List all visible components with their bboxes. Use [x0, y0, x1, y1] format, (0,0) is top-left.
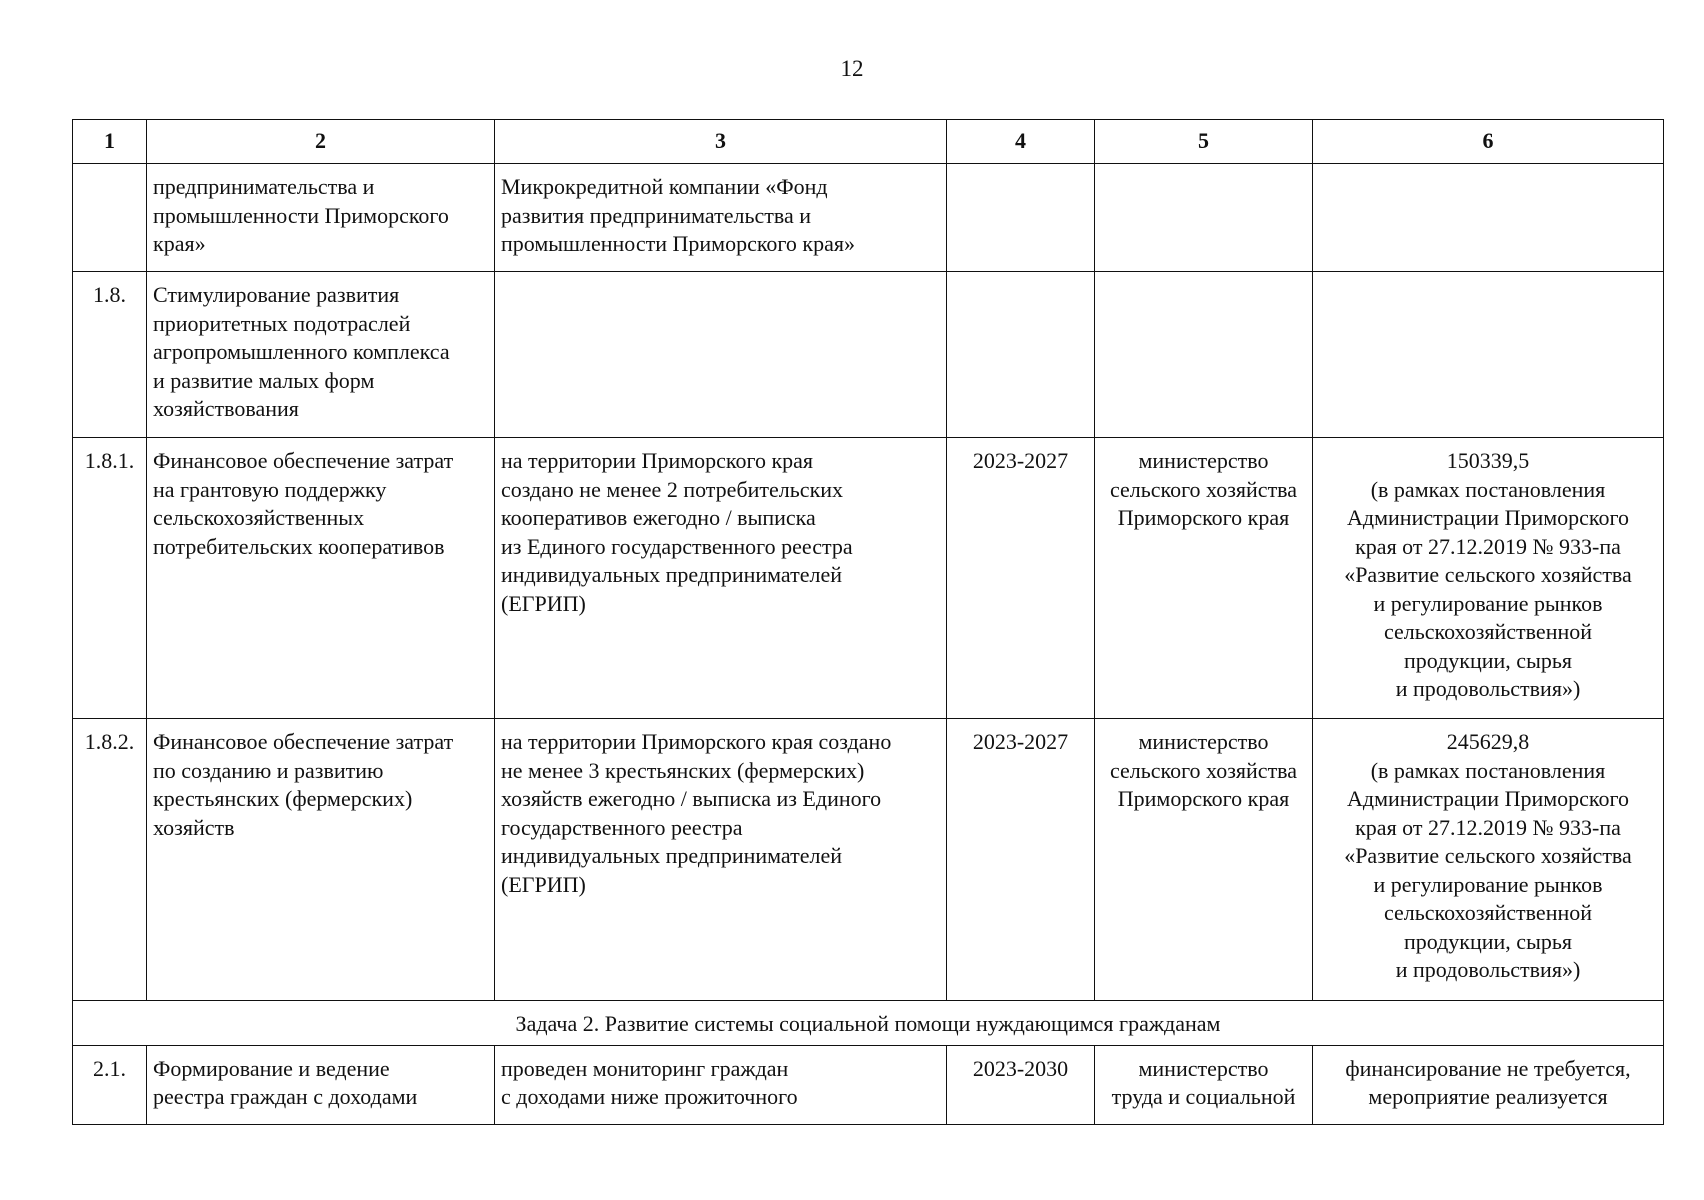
cell-expected-result: на территории Приморского края создано не менее 2 потребительских кооперативов ежегодно / выписка из Единого государственного реестра индивидуальных предпринимателей (ЕГРИП)	[495, 438, 947, 719]
cell-funding: 150339,5 (в рамках постановления Администрации Приморского края от 27.12.2019 № 933-па «Развитие сельского хозяйства и регулирование рынков сельскохозяйственной продукции, сырья и продовольствия»)	[1313, 438, 1664, 719]
table-header-row	[73, 120, 1664, 164]
cell-funding: финансирование не требуется, мероприятие реализуется	[1313, 1045, 1664, 1124]
cell-period: 2023-2027	[947, 438, 1095, 719]
table-row	[73, 1045, 1664, 1124]
column-header-3: 3	[495, 120, 947, 164]
table-row	[73, 719, 1664, 1001]
cell-expected-result: на территории Приморского края создано не менее 3 крестьянских (фермерских) хозяйств ежегодно / выписка из Единого государственного реестра индивидуальных предпринимателей (ЕГРИП)	[495, 719, 947, 1001]
page-number: 12	[840, 56, 864, 81]
activities-table	[72, 119, 1664, 1125]
task-row	[73, 1001, 1664, 1046]
column-header-6: 6	[1313, 120, 1664, 164]
cell-number: 1.8.1.	[73, 438, 147, 719]
cell-activity-name: Финансовое обеспечение затрат на грантовую поддержку сельскохозяйственных потребительских кооперативов	[147, 438, 495, 719]
table-row	[73, 164, 1664, 272]
cell-expected-result: Микрокредитной компании «Фонд развития предпринимательства и промышленности Приморского края»	[495, 164, 947, 272]
cell-executor: министерство труда и социальной	[1095, 1045, 1313, 1124]
cell-executor	[1095, 272, 1313, 438]
column-header-5: 5	[1095, 120, 1313, 164]
cell-funding	[1313, 164, 1664, 272]
cell-activity-name: предпринимательства и промышленности Приморского края»	[147, 164, 495, 272]
cell-expected-result	[495, 272, 947, 438]
table-row	[73, 272, 1664, 438]
column-header-2: 2	[147, 120, 495, 164]
column-header-4: 4	[947, 120, 1095, 164]
cell-executor	[1095, 164, 1313, 272]
cell-period: 2023-2027	[947, 719, 1095, 1001]
cell-activity-name: Стимулирование развития приоритетных подотраслей агропромышленного комплекса и развитие малых форм хозяйствования	[147, 272, 495, 438]
cell-expected-result: проведен мониторинг граждан с доходами ниже прожиточного	[495, 1045, 947, 1124]
cell-funding	[1313, 272, 1664, 438]
cell-activity-name: Формирование и ведение реестра граждан с доходами	[147, 1045, 495, 1124]
cell-period	[947, 272, 1095, 438]
cell-number	[73, 164, 147, 272]
cell-number: 2.1.	[73, 1045, 147, 1124]
cell-executor: министерство сельского хозяйства Приморского края	[1095, 719, 1313, 1001]
cell-number: 1.8.2.	[73, 719, 147, 1001]
column-header-1: 1	[73, 120, 147, 164]
cell-number: 1.8.	[73, 272, 147, 438]
cell-period: 2023-2030	[947, 1045, 1095, 1124]
table-row	[73, 438, 1664, 719]
cell-activity-name: Финансовое обеспечение затрат по созданию и развитию крестьянских (фермерских) хозяйств	[147, 719, 495, 1001]
cell-executor: министерство сельского хозяйства Приморского края	[1095, 438, 1313, 719]
cell-period	[947, 164, 1095, 272]
cell-funding: 245629,8 (в рамках постановления Администрации Приморского края от 27.12.2019 № 933-па «Развитие сельского хозяйства и регулирование рынков сельскохозяйственной продукции, сырья и продовольствия»)	[1313, 719, 1664, 1001]
task-heading: Задача 2. Развитие системы социальной помощи нуждающимся гражданам	[73, 1001, 1664, 1046]
